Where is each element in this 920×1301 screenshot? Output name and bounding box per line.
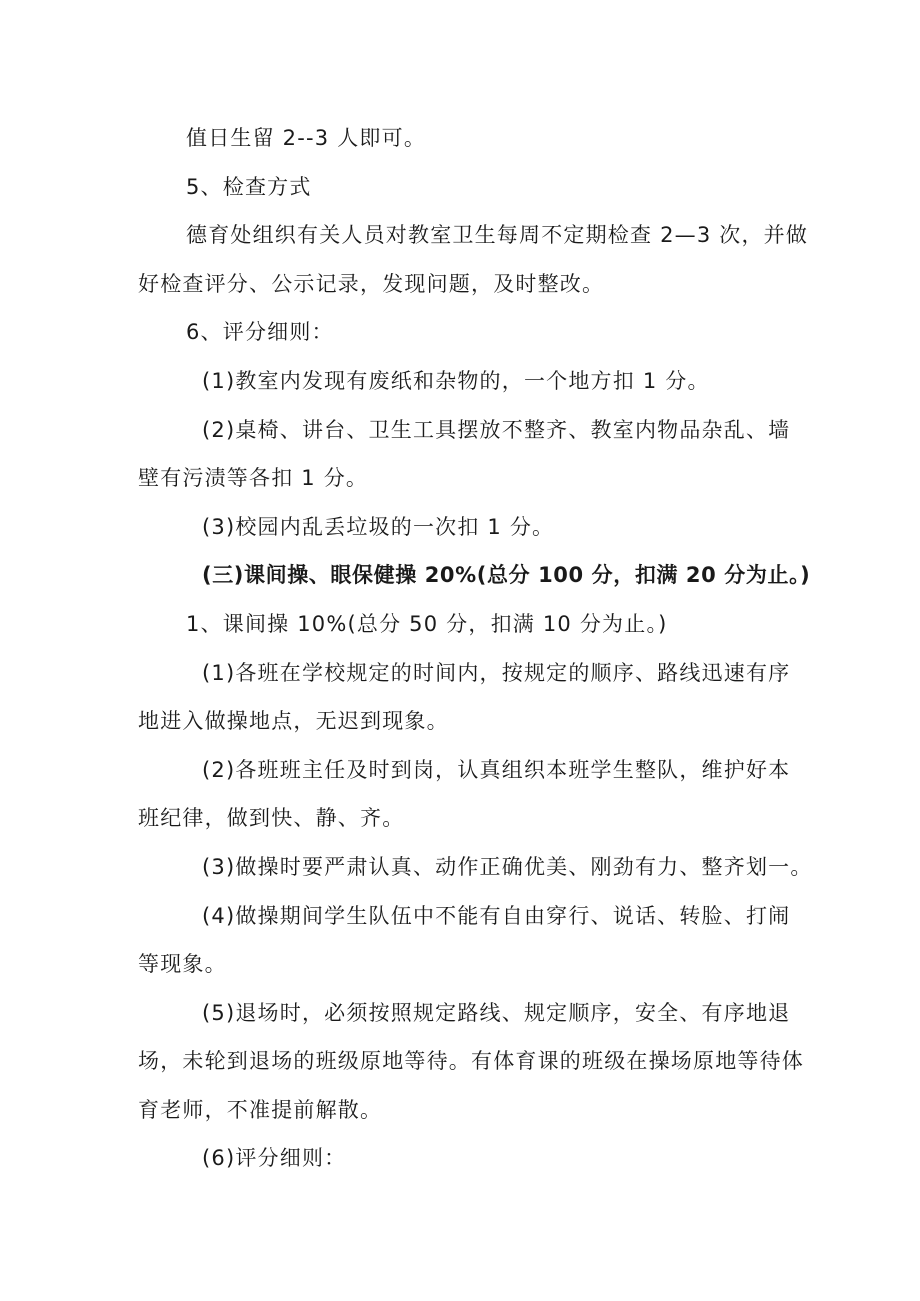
section-heading: 1、课间操 10%(总分 50 分，扣满 10 分为止。) (186, 611, 668, 636)
body-line: 德育处组织有关人员对教室卫生每周不定期检查 2—3 次，并做 (186, 223, 809, 248)
list-item: (6)评分细则： (202, 1146, 347, 1171)
list-item: (3)校园内乱丢垃圾的一次扣 1 分。 (202, 514, 555, 539)
section-heading: 6、评分细则： (186, 320, 334, 345)
bold-section-heading: (三)课间操、眼保健操 20%(总分 100 分，扣满 20 分为止。) (202, 563, 811, 588)
list-item: (2)各班班主任及时到岗，认真组织本班学生整队，维护好本 (202, 757, 791, 782)
list-item: (3)做操时要严肃认真、动作正确优美、刚劲有力、整齐划一。 (202, 854, 813, 879)
body-line: 值日生留 2--3 人即可。 (186, 126, 427, 150)
document-body (138, 114, 813, 1183)
section-heading: 5、检查方式 (186, 174, 312, 199)
list-item: (1)各班在学校规定的时间内，按规定的顺序、路线迅速有序 (202, 660, 791, 685)
body-line: 班纪律，做到快、静、齐。 (138, 806, 405, 831)
body-line: 好检查评分、公示记录，发现问题，及时整改。 (138, 271, 605, 296)
body-line: 地进入做操地点，无迟到现象。 (138, 709, 449, 734)
body-line: 壁有污渍等各扣 1 分。 (138, 466, 369, 491)
body-line: 场，未轮到退场的班级原地等待。有体育课的班级在操场原地等待体 (138, 1049, 804, 1074)
list-item: (4)做操期间学生队伍中不能有自由穿行、说话、转脸、打闹 (202, 903, 791, 928)
list-item: (2)桌椅、讲台、卫生工具摆放不整齐、教室内物品杂乱、墙 (202, 417, 791, 442)
list-item: (1)教室内发现有废纸和杂物的，一个地方扣 1 分。 (202, 368, 710, 393)
body-line: 等现象。 (138, 952, 227, 977)
list-item: (5)退场时，必须按照规定路线、规定顺序，安全、有序地退 (202, 1000, 791, 1025)
body-line: 育老师，不准提前解散。 (138, 1097, 383, 1122)
